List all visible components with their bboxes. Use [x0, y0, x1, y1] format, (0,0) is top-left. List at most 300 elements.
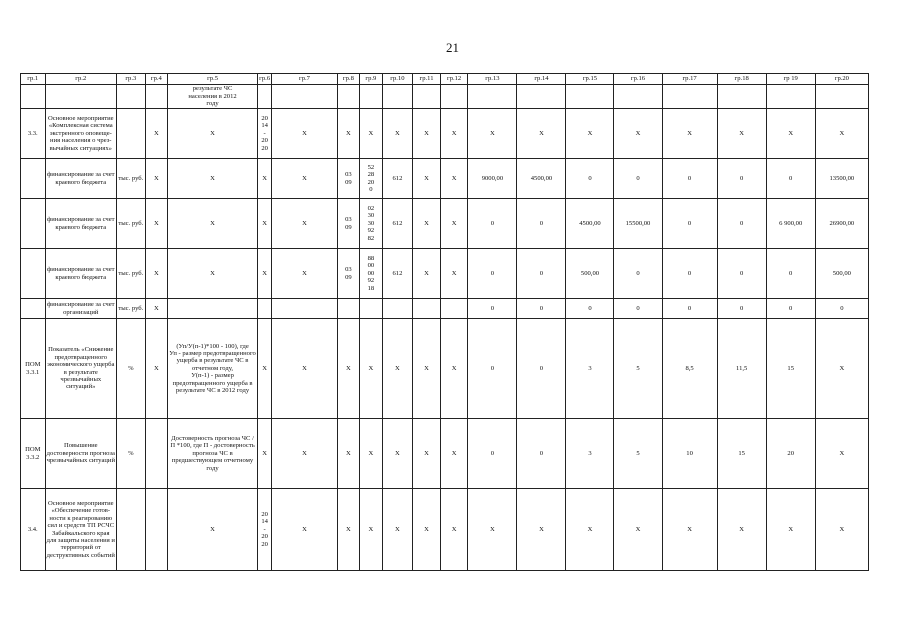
table-cell [45, 419, 117, 489]
table-cell [45, 85, 117, 109]
table-cell [382, 249, 413, 299]
cell-text: 612 [392, 269, 403, 277]
table-cell [413, 159, 441, 199]
table-cell [337, 319, 359, 419]
table-cell [662, 489, 717, 571]
table-cell [815, 319, 868, 419]
cell-text: 4500,00 [530, 174, 553, 182]
table-cell [258, 199, 272, 249]
cell-text: X [262, 174, 268, 182]
cell-text: финансирование за счет краевого бюджета [47, 171, 115, 186]
column-header: гр.6 [258, 74, 272, 85]
table-cell [168, 159, 258, 199]
cell-text: 0 [636, 174, 640, 182]
cell-text: 26900,00 [829, 219, 855, 227]
cell-text: 0 [539, 219, 544, 227]
cell-text: X [490, 525, 495, 533]
cell-text: X [451, 269, 457, 277]
table-cell [45, 109, 117, 159]
table-cell [766, 159, 815, 199]
cell-text: Достоверность прогноза ЧС / П *100, где П - достоверность прогноза ЧС в предшествующем отчетному году [170, 435, 255, 472]
table-cell [440, 299, 468, 319]
table-cell [272, 159, 337, 199]
cell-text: 0 [588, 304, 592, 312]
table-cell [662, 249, 717, 299]
cell-text: X [451, 174, 457, 182]
cell-text: 0 [840, 304, 844, 312]
table-cell [468, 489, 517, 571]
table-cell [413, 249, 441, 299]
cell-text: X [424, 174, 429, 182]
table-cell [413, 419, 441, 489]
table-row [21, 109, 869, 159]
table-cell [117, 85, 146, 109]
table-cell [168, 299, 258, 319]
column-header: гр.3 [117, 74, 146, 85]
table-cell [517, 109, 566, 159]
cell-text: 0 [539, 449, 544, 457]
cell-text: X [210, 219, 215, 227]
table-cell [468, 159, 517, 199]
cell-text: X [368, 364, 374, 372]
column-header: гр.15 [566, 74, 614, 85]
table-cell [517, 299, 566, 319]
table-cell [145, 299, 167, 319]
column-header: гр.2 [45, 74, 117, 85]
cell-text: 500,00 [832, 269, 851, 277]
cell-text: Основное мероприятие «Обеспечение готов-ности к реагированию сил и средств ТП РСЧС Забайкальского края для защиты населения и территорий от деструктивных событий [46, 500, 115, 559]
table-cell [145, 199, 167, 249]
cell-text: 0 [490, 304, 495, 312]
table-cell [45, 319, 117, 419]
cell-text: 0 [740, 219, 744, 227]
cell-text: 3 [588, 449, 592, 457]
table-cell [272, 319, 337, 419]
cell-text: 0 [490, 269, 495, 277]
table-cell [117, 159, 146, 199]
table-cell [21, 199, 46, 249]
column-header: гр.16 [614, 74, 662, 85]
table-cell [440, 109, 468, 159]
table-cell [382, 109, 413, 159]
table-cell [517, 249, 566, 299]
budget-table [20, 73, 869, 571]
cell-text: 03 09 [345, 171, 352, 186]
table-cell [468, 419, 517, 489]
table-cell [382, 489, 413, 571]
table-cell [360, 159, 382, 199]
cell-text: 0 [539, 304, 544, 312]
table-cell [440, 159, 468, 199]
table-cell [360, 489, 382, 571]
cell-text: 0 [588, 174, 592, 182]
table-cell [517, 159, 566, 199]
cell-text: X [302, 174, 307, 182]
table-cell [440, 419, 468, 489]
table-cell [413, 489, 441, 571]
table-cell [517, 85, 566, 109]
column-header: гр.11 [413, 74, 441, 85]
cell-text: 6 900,00 [779, 219, 803, 227]
cell-text: X [424, 129, 429, 137]
table-cell [272, 419, 337, 489]
table-cell [168, 199, 258, 249]
cell-text: X [587, 129, 593, 137]
table-cell [566, 159, 614, 199]
table-cell [360, 199, 382, 249]
table-cell [337, 159, 359, 199]
table-cell [117, 199, 146, 249]
cell-text: 5 [636, 364, 640, 372]
table-cell [21, 159, 46, 199]
table-cell [614, 299, 662, 319]
table-cell [766, 85, 815, 109]
table-cell [272, 299, 337, 319]
table-body [21, 85, 869, 571]
table-cell [382, 85, 413, 109]
cell-text: X [395, 525, 400, 533]
cell-text: тыс. руб. [118, 219, 144, 227]
cell-text: финансирование за счет краевого бюджета [47, 266, 115, 281]
table-cell [258, 109, 272, 159]
cell-text: 52 28 20 0 [367, 163, 375, 193]
cell-text: X [739, 525, 745, 533]
column-header: гр.7 [272, 74, 337, 85]
table-cell [815, 249, 868, 299]
cell-text: X [302, 364, 307, 372]
table-cell [440, 85, 468, 109]
table-cell [662, 419, 717, 489]
cell-text: X [153, 364, 159, 372]
table-cell [45, 159, 117, 199]
cell-text: X [346, 449, 351, 457]
table-cell [168, 249, 258, 299]
table-cell [337, 199, 359, 249]
cell-text: X [687, 129, 692, 137]
cell-text: X [302, 525, 307, 533]
table-row [21, 319, 869, 419]
cell-text: 0 [687, 219, 692, 227]
cell-text: X [262, 364, 268, 372]
table-cell [337, 419, 359, 489]
cell-text: X [451, 129, 457, 137]
table-cell [566, 85, 614, 109]
table-cell [382, 199, 413, 249]
table-cell [272, 85, 337, 109]
cell-text: 02 30 30 92 82 [367, 205, 375, 242]
table-cell [815, 109, 868, 159]
cell-text: X [451, 449, 457, 457]
table-cell [117, 299, 146, 319]
cell-text: X [368, 449, 374, 457]
cell-text: ПОМ 3.3.1 [25, 361, 41, 376]
table-cell [337, 299, 359, 319]
cell-text: 15500,00 [625, 219, 651, 227]
table-cell [717, 159, 766, 199]
table-cell [360, 299, 382, 319]
column-header: гр.14 [517, 74, 566, 85]
column-header: гр.1 [21, 74, 46, 85]
cell-text: X [302, 269, 307, 277]
table-cell [258, 85, 272, 109]
table-cell [145, 489, 167, 571]
column-header: гр.4 [145, 74, 167, 85]
cell-text: 10 [686, 449, 693, 457]
table-cell [382, 419, 413, 489]
table-row [21, 199, 869, 249]
cell-text: X [395, 364, 400, 372]
table-cell [717, 249, 766, 299]
table-cell [766, 419, 815, 489]
column-header: гр.18 [717, 74, 766, 85]
cell-text: финансирование за счет краевого бюджета [47, 216, 115, 231]
cell-text: 3.4. [27, 525, 38, 533]
table-cell [21, 85, 46, 109]
cell-text: X [153, 219, 159, 227]
table-cell [766, 489, 815, 571]
table-cell [21, 299, 46, 319]
cell-text: 0 [687, 304, 692, 312]
table-cell [566, 249, 614, 299]
cell-text: 13500,00 [829, 174, 855, 182]
cell-text: 3 [588, 364, 592, 372]
table-cell [413, 299, 441, 319]
cell-text: 88 00 00 92 18 [367, 255, 375, 292]
table-cell [21, 109, 46, 159]
cell-text: 0 [740, 269, 744, 277]
cell-text: X [451, 364, 457, 372]
table-cell [258, 299, 272, 319]
cell-text: X [839, 129, 845, 137]
cell-text: тыс. руб. [118, 174, 144, 182]
cell-text: 3.3. [27, 129, 38, 137]
table-cell [440, 489, 468, 571]
cell-text: Показатель «Снижение предотвращенного экономического ущерба в результате чрезвычайных ситуаций» [47, 346, 115, 391]
table-cell [662, 299, 717, 319]
table-cell [145, 249, 167, 299]
cell-text: X [210, 525, 215, 533]
cell-text: 8,5 [685, 364, 694, 372]
table-cell [815, 199, 868, 249]
table-cell [337, 109, 359, 159]
table-cell [145, 319, 167, 419]
cell-text: 0 [539, 269, 544, 277]
table-cell [21, 249, 46, 299]
cell-text: X [153, 269, 159, 277]
table-cell [614, 249, 662, 299]
table-cell [145, 109, 167, 159]
table-cell [614, 199, 662, 249]
table-cell [614, 159, 662, 199]
cell-text: 0 [687, 269, 692, 277]
cell-text: X [153, 174, 159, 182]
table-row [21, 419, 869, 489]
cell-text: X [368, 525, 374, 533]
cell-text: % [128, 364, 134, 372]
table-cell [815, 159, 868, 199]
cell-text: 0 [490, 449, 495, 457]
cell-text: X [635, 525, 641, 533]
table-cell [337, 249, 359, 299]
table-cell [468, 299, 517, 319]
cell-text: 0 [636, 269, 640, 277]
table-cell [168, 419, 258, 489]
cell-text: 612 [392, 219, 403, 227]
table-cell [815, 419, 868, 489]
cell-text: 4500,00 [579, 219, 601, 227]
cell-text: X [424, 269, 429, 277]
cell-text: ПОМ 3.3.2 [25, 446, 41, 461]
table-cell [662, 109, 717, 159]
table-cell [413, 85, 441, 109]
table-cell [468, 85, 517, 109]
page-number: 21 [446, 40, 459, 55]
column-header: гр 19 [766, 74, 815, 85]
table-cell [145, 419, 167, 489]
cell-text: 15 [738, 449, 745, 457]
column-header: гр.10 [382, 74, 413, 85]
cell-text: X [395, 449, 400, 457]
table-cell [440, 199, 468, 249]
cell-text: X [368, 129, 374, 137]
table-cell [145, 159, 167, 199]
cell-text: 0 [740, 174, 744, 182]
table-cell [614, 319, 662, 419]
table-cell [272, 489, 337, 571]
cell-text: X [451, 219, 457, 227]
table-cell [566, 319, 614, 419]
cell-text: Повышение достоверности прогноза чрезвычайных ситуаций [46, 442, 115, 465]
cell-text: 0 [490, 219, 495, 227]
cell-text: X [210, 174, 215, 182]
cell-text: 0 [490, 364, 495, 372]
cell-text: X [490, 129, 495, 137]
cell-text: 11,5 [736, 364, 748, 372]
table-cell [117, 319, 146, 419]
table-cell [45, 199, 117, 249]
table-cell [117, 419, 146, 489]
table-cell [566, 489, 614, 571]
table-cell [766, 319, 815, 419]
table-cell [662, 85, 717, 109]
table-cell [766, 199, 815, 249]
table-cell [517, 489, 566, 571]
table-cell [440, 249, 468, 299]
table-cell [468, 249, 517, 299]
table-row [21, 249, 869, 299]
table-cell [360, 85, 382, 109]
table-cell [413, 109, 441, 159]
column-header: гр.8 [337, 74, 359, 85]
table-cell [258, 159, 272, 199]
cell-text: тыс. руб. [118, 304, 144, 312]
table-cell [382, 159, 413, 199]
table-cell [815, 85, 868, 109]
cell-text: финансирование за счет организаций [47, 301, 115, 316]
cell-text: 0 [789, 304, 793, 312]
cell-text: X [635, 129, 641, 137]
cell-text: X [302, 449, 307, 457]
table-row [21, 299, 869, 319]
table-cell [614, 419, 662, 489]
cell-text: X [424, 219, 429, 227]
cell-text: X [839, 449, 845, 457]
table-header [21, 74, 869, 85]
table-cell [468, 109, 517, 159]
table-cell [717, 85, 766, 109]
cell-text: (Уп/У(п-1)*100 - 100), где Уп - размер предотвращенного ущерба в результате ЧС в отчетном году, У(п-1) - размер предотвращенного ущерба в результате ЧС в 2012 году [169, 342, 256, 394]
table-cell [662, 199, 717, 249]
table-cell [614, 109, 662, 159]
table-cell [360, 419, 382, 489]
table-cell [45, 489, 117, 571]
table-cell [413, 199, 441, 249]
cell-text: 0 [789, 174, 793, 182]
cell-text: 0 [789, 269, 793, 277]
table-cell [360, 109, 382, 159]
table-cell [21, 489, 46, 571]
table-cell [21, 419, 46, 489]
table-cell [717, 199, 766, 249]
table-cell [117, 489, 146, 571]
table-cell [517, 319, 566, 419]
table-cell [168, 109, 258, 159]
column-header: гр.9 [360, 74, 382, 85]
table-cell [662, 159, 717, 199]
table-cell [272, 109, 337, 159]
table-cell [413, 319, 441, 419]
table-cell [717, 489, 766, 571]
table-cell [360, 319, 382, 419]
cell-text: X [153, 304, 159, 312]
cell-text: X [346, 525, 351, 533]
cell-text: X [346, 129, 351, 137]
cell-text: X [302, 129, 307, 137]
table-cell [468, 319, 517, 419]
table-row [21, 85, 869, 109]
table-cell [717, 299, 766, 319]
table-cell [815, 489, 868, 571]
table-cell [614, 489, 662, 571]
cell-text: результате ЧС населения в 2012 году [188, 85, 237, 108]
cell-text: X [262, 219, 268, 227]
table-cell [168, 85, 258, 109]
cell-text: X [153, 129, 159, 137]
table-cell [272, 199, 337, 249]
cell-text: 500,00 [580, 269, 600, 277]
table-cell [566, 419, 614, 489]
table-cell [717, 419, 766, 489]
cell-text: 9000,00 [481, 174, 504, 182]
cell-text: X [788, 525, 794, 533]
cell-text: 20 [787, 449, 794, 457]
table-cell [517, 419, 566, 489]
cell-text: X [839, 525, 845, 533]
cell-text: 0 [740, 304, 744, 312]
table-cell [45, 299, 117, 319]
cell-text: 0 [539, 364, 544, 372]
cell-text: 20 14 - 20 20 [261, 511, 268, 548]
table-cell [766, 299, 815, 319]
table-cell [168, 489, 258, 571]
cell-text: X [687, 525, 692, 533]
table-cell [766, 109, 815, 159]
table-row [21, 489, 869, 571]
table-cell [117, 249, 146, 299]
table-cell [614, 85, 662, 109]
cell-text: 15 [787, 364, 794, 372]
table-cell [566, 199, 614, 249]
